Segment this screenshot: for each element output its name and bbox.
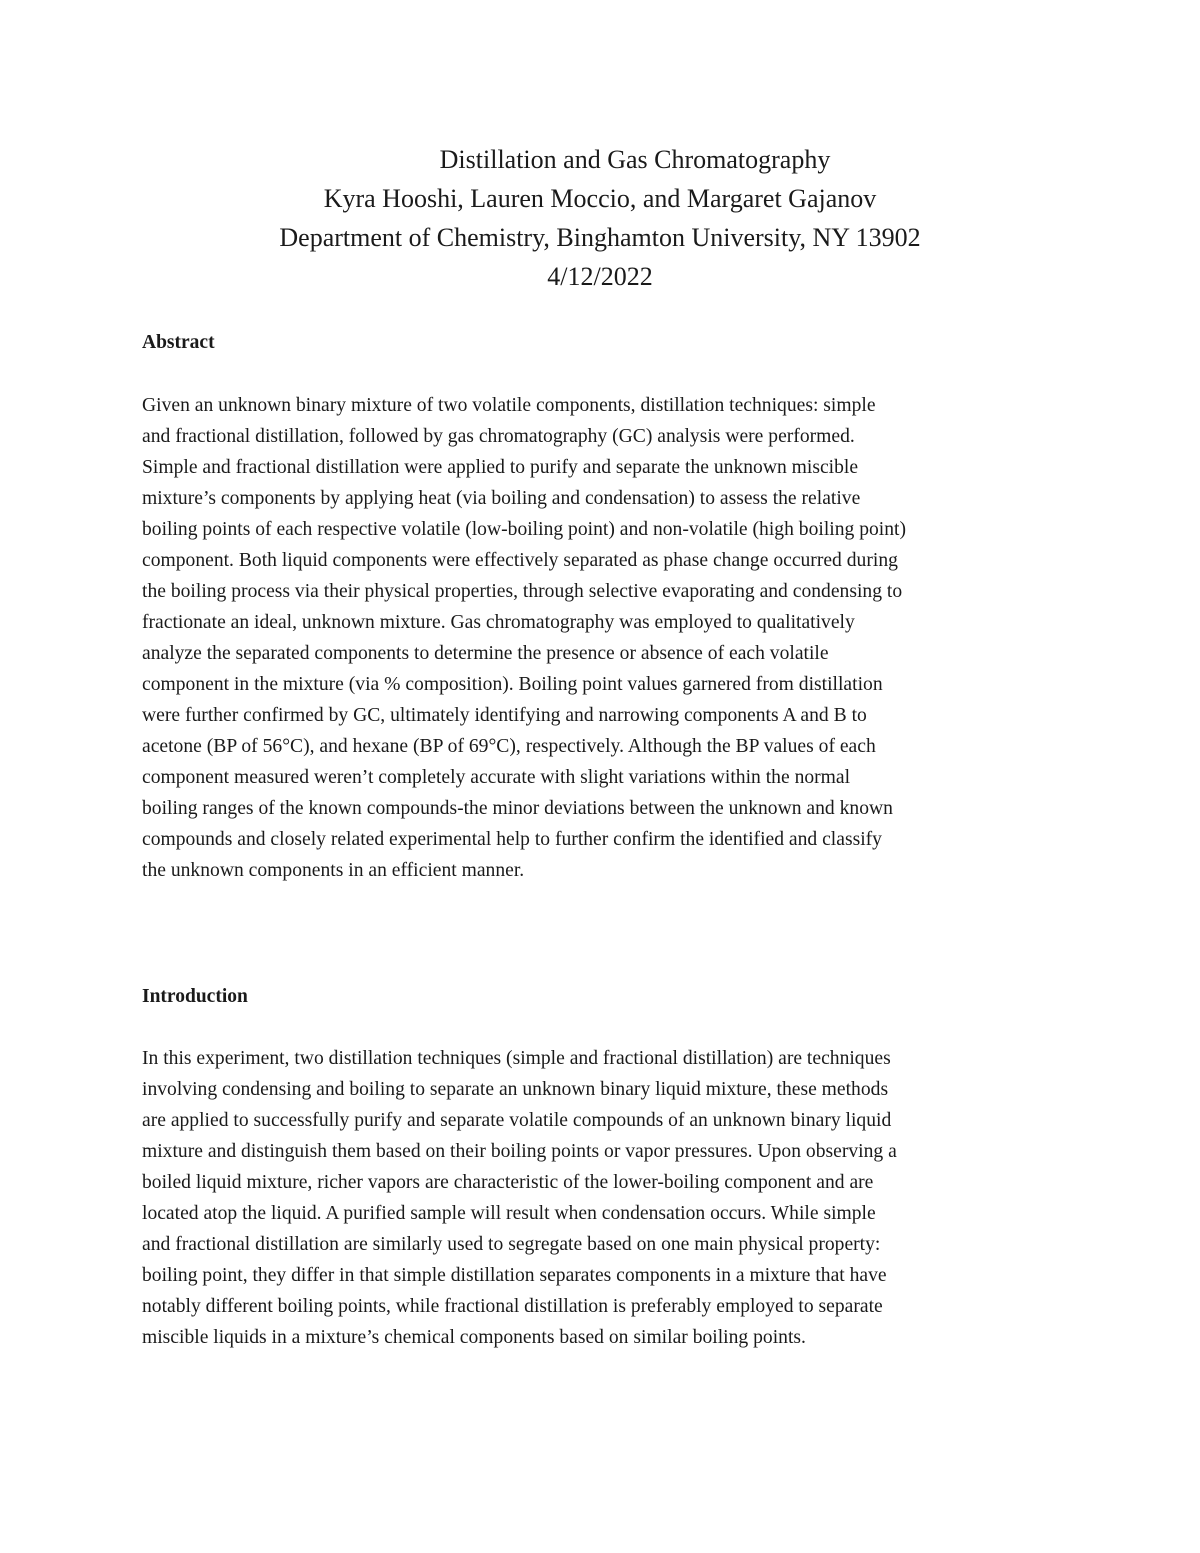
- abstract-line: were further confirmed by GC, ultimately identifying and narrowing components A and B to: [142, 705, 867, 726]
- author-list: Kyra Hooshi, Lauren Moccio, and Margaret Gajanov: [323, 184, 877, 213]
- abstract-line: analyze the separated components to determine the presence or absence of each volatile: [142, 643, 829, 664]
- paper-date: 4/12/2022: [547, 262, 653, 291]
- abstract-line: component in the mixture (via % composition). Boiling point values garnered from distillation: [142, 674, 883, 695]
- abstract-line: boiling points of each respective volatile (low-boiling point) and non-volatile (high boiling point): [142, 519, 907, 540]
- abstract-line: Given an unknown binary mixture of two volatile components, distillation techniques: simple: [142, 395, 876, 416]
- introduction-line: In this experiment, two distillation techniques (simple and fractional distillation) are techniques: [142, 1048, 891, 1069]
- introduction-heading: Introduction: [142, 986, 248, 1007]
- abstract-line: the unknown components in an efficient manner.: [142, 860, 525, 881]
- introduction-line: involving condensing and boiling to separate an unknown binary liquid mixture, these methods: [142, 1079, 889, 1100]
- introduction-paragraph: [142, 1043, 1072, 1353]
- introduction-line: notably different boiling points, while fractional distillation is preferably employed to separate: [142, 1296, 883, 1317]
- introduction-line: boiled liquid mixture, richer vapors are characteristic of the lower-boiling component and are: [142, 1172, 874, 1193]
- abstract-line: component measured weren’t completely accurate with slight variations within the normal: [142, 767, 851, 788]
- abstract-line: Simple and fractional distillation were applied to purify and separate the unknown miscible: [142, 457, 859, 478]
- introduction-line: and fractional distillation are similarly used to segregate based on one main physical property:: [142, 1234, 881, 1255]
- introduction-line: are applied to successfully purify and separate volatile compounds of an unknown binary liquid: [142, 1110, 892, 1131]
- abstract-line: and fractional distillation, followed by gas chromatography (GC) analysis were performed.: [142, 426, 855, 447]
- introduction-line: boiling point, they differ in that simple distillation separates components in a mixture that have: [142, 1265, 887, 1286]
- affiliation: Department of Chemistry, Binghamton University, NY 13902: [279, 223, 921, 252]
- introduction-line: miscible liquids in a mixture’s chemical components based on similar boiling points.: [142, 1327, 806, 1348]
- abstract-line: the boiling process via their physical properties, through selective evaporating and condensing to: [142, 581, 903, 602]
- abstract-line: mixture’s components by applying heat (via boiling and condensation) to assess the relative: [142, 488, 861, 509]
- introduction-line: mixture and distinguish them based on their boiling points or vapor pressures. Upon observing a: [142, 1141, 897, 1162]
- introduction-line: located atop the liquid. A purified sample will result when condensation occurs. While simple: [142, 1203, 876, 1224]
- abstract-line: fractionate an ideal, unknown mixture. Gas chromatography was employed to qualitatively: [142, 612, 855, 633]
- abstract-line: component. Both liquid components were effectively separated as phase change occurred during: [142, 550, 898, 571]
- abstract-heading: Abstract: [142, 332, 215, 353]
- abstract-paragraph: [142, 390, 1072, 886]
- abstract-line: compounds and closely related experimental help to further confirm the identified and classify: [142, 829, 882, 850]
- title-block: [0, 140, 1200, 296]
- paper-title: Distillation and Gas Chromatography: [439, 145, 831, 174]
- abstract-line: acetone (BP of 56°C), and hexane (BP of 69°C), respectively. Although the BP values of each: [142, 736, 876, 757]
- abstract-line: boiling ranges of the known compounds-the minor deviations between the unknown and known: [142, 798, 893, 819]
